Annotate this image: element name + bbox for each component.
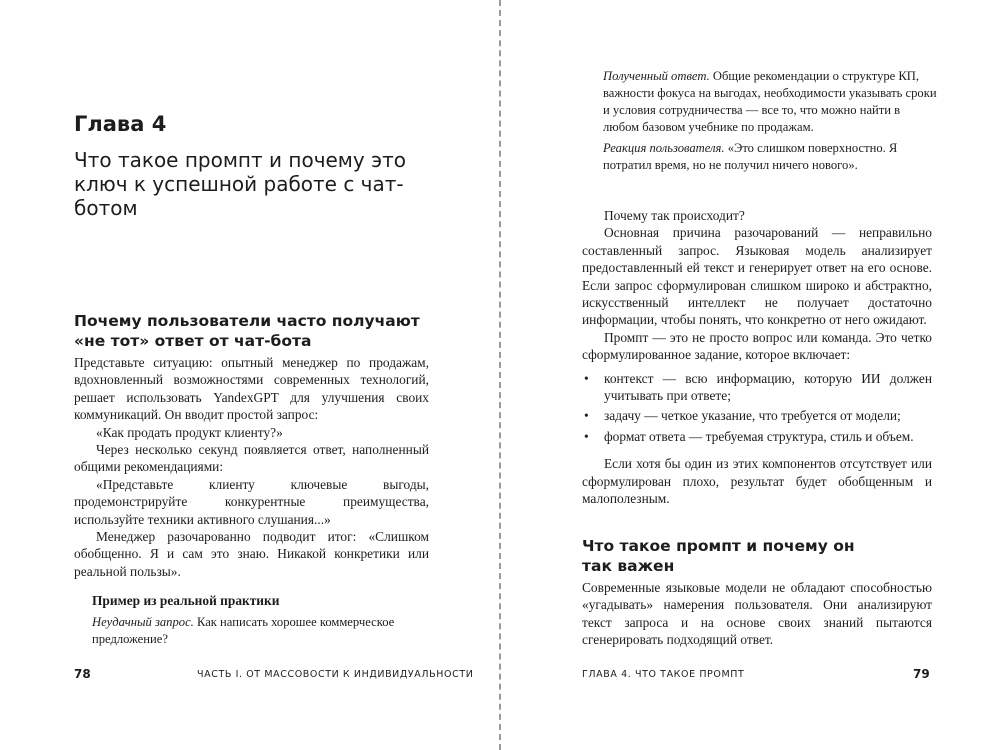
example-bad-request: [92, 614, 412, 652]
right-body-text: [582, 207, 932, 508]
paragraph: Промпт — это не просто вопрос или команда. Это четко сформулированное задание, которое включает:: [582, 329, 932, 363]
section-heading-wrong-answer: Почему пользователи часто получают «не тот» ответ от чат-бота: [74, 312, 420, 350]
page-number-left: 78: [74, 667, 91, 681]
why-heading: Почему так происходит?: [604, 208, 745, 223]
list-item: • контекст — всю информацию, которую ИИ должен учитывать при ответе;: [584, 370, 932, 404]
right-page: [500, 0, 1000, 750]
bullet-icon: •: [584, 370, 589, 386]
bullet-icon: •: [584, 428, 589, 444]
answer-label: Полученный ответ.: [603, 69, 710, 83]
answer-text: Общие рекомендации о структуре КП, важности фокуса на выгодах, необходимости указывать сроки и условия сотрудничества — все то, что можно найти в любом базовом учебнике по продажам.: [603, 69, 937, 134]
prompt-components-list: [582, 370, 932, 446]
bad-request-text: Как написать хорошее коммерческое предложение?: [92, 615, 395, 646]
left-body-text: [74, 354, 429, 580]
running-head-left: ЧАСТЬ I. ОТ МАССОВОСТИ К ИНДИВИДУАЛЬНОСТИ: [197, 669, 474, 680]
chapter-title: Что такое промпт и почему это ключ к успешной работе с чат-ботом: [74, 148, 406, 220]
bullet-icon: •: [584, 408, 589, 424]
paragraph: Через несколько секунд появляется ответ, наполненный общими рекомендациями:: [74, 442, 429, 475]
chapter-number: Глава 4: [74, 112, 167, 136]
example-continued: [603, 68, 938, 178]
running-head-right: ГЛАВА 4. ЧТО ТАКОЕ ПРОМПТ: [582, 669, 745, 680]
example-heading: Пример из реальной практики: [92, 593, 280, 608]
paragraph: «Как продать продукт клиенту?»: [96, 424, 283, 440]
paragraph: Представьте ситуацию: опытный менеджер по продажам, вдохновленный возможностями современных технологий, решает использовать YandexGPT для улучшения своих коммуникаций. Он вводит простой запрос:: [74, 355, 429, 423]
list-item: • задачу — четкое указание, что требуется от модели;: [584, 408, 901, 424]
reaction-text: «Это слишком поверхностно. Я потратил время, но не получил ничего нового».: [603, 141, 898, 172]
section-paragraph: Современные языковые модели не обладают способностью «угадывать» намерения пользователя. Они анализируют текст запроса и на основе своих знаний пытаются сгенерировать подходящий ответ.: [582, 580, 932, 648]
reaction-label: Реакция пользователя.: [603, 141, 725, 155]
page-number-right: 79: [913, 667, 930, 681]
list-item: • формат ответа — требуемая структура, стиль и объем.: [584, 428, 914, 444]
paragraph: Менеджер разочарованно подводит итог: «Слишком обобщенно. Я и сам это знаю. Никакой конкретики или реальной пользы».: [74, 529, 429, 579]
paragraph: Основная причина разочарований — неправильно составленный запрос. Языковая модель анализирует предоставленный ей текст и генерирует ответ на его основе. Если запрос сформулирован слишком широко и абстрактно, искусственный интеллект не получает достаточно информации, чтобы понять, что конкретно от него ожидают.: [582, 225, 932, 328]
section-heading-what-is-prompt: Что такое промпт и почему он так важен: [582, 537, 855, 575]
paragraph: Если хотя бы один из этих компонентов отсутствует или сформулирован плохо, результат будет обобщенным и малополезным.: [582, 456, 932, 507]
bad-request-label: Неудачный запрос.: [92, 615, 194, 629]
paragraph: «Представьте клиенту ключевые выгоды, продемонстрируйте конкурентные преимущества, используйте техники активного слушания...»: [74, 476, 429, 527]
